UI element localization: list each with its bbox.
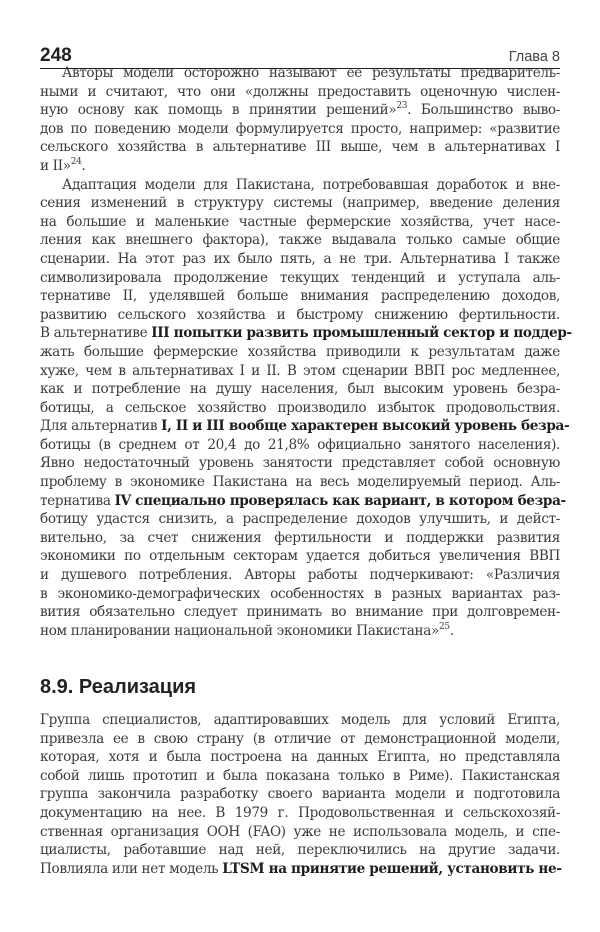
- bold-text: LTSM на принятие решений, установить не-: [222, 860, 562, 877]
- text-line: [40, 454, 560, 473]
- text-line: [40, 269, 560, 288]
- text: хуже, чем в альтернативах I и II. В этом сценарии ВВП рос медленнее,: [40, 362, 560, 379]
- text-line: [40, 176, 560, 195]
- text-line: [40, 748, 560, 767]
- text: привезла ее в свою страну (в отличие от демонстрационной модели,: [40, 730, 560, 747]
- text-line: [40, 841, 560, 860]
- text: дов по поведению модели формулируется просто, например: «развитие: [40, 120, 560, 137]
- text: как и потребление на душу населения, был высоким уровень безра-: [40, 381, 560, 398]
- text: и II»: [40, 157, 71, 174]
- text: ботицы (в среднем от 20,4 до 21,8% официально занятого населения).: [40, 436, 560, 453]
- text: экономики по отдельным секторам удается добиться увеличения ВВП: [40, 548, 560, 565]
- paragraph: [40, 711, 560, 878]
- text-line: [40, 399, 560, 418]
- text: Авторы модели осторожно называют ее результаты предваритель-: [62, 65, 560, 81]
- paragraph: [40, 176, 572, 641]
- text-line: [40, 860, 560, 879]
- text-line: [40, 622, 560, 641]
- text-line: [40, 324, 572, 343]
- text: жать большие фермерские хозяйства приводили к результатам даже: [40, 343, 560, 360]
- text: символизировала продолжение текущих тенденций и уступала аль-: [40, 269, 560, 286]
- text-line: [40, 547, 560, 566]
- text-line: [40, 730, 560, 749]
- bold-text: I, II и III вообще характерен высокий уровень безра-: [161, 418, 570, 435]
- text: ботицы, а сельское хозяйство производило избыток продовольствия.: [40, 399, 560, 416]
- text: проблему в экономике Пакистана на весь моделируемый период. Аль-: [40, 474, 560, 491]
- text-line: [40, 157, 560, 176]
- text: вития обязательно следует принимать во внимание при долговремен-: [40, 604, 560, 621]
- text: ления как внешнего фактора), также выдавала только самые общие: [40, 232, 560, 249]
- text-line: [40, 231, 560, 250]
- body-text-lower: [40, 711, 560, 878]
- text-line: [40, 492, 566, 511]
- text: сения изменений в структуру системы (например, введение деления: [40, 195, 560, 212]
- text: ную основу как помощь в принятии решений»: [40, 102, 397, 119]
- text-line: [40, 287, 560, 306]
- body-text-upper: [40, 64, 572, 640]
- text-line: [40, 138, 560, 157]
- text-line: [40, 510, 560, 529]
- text-line: [40, 767, 560, 786]
- text: ными и считают, что они «должны предоставить оценочную числен-: [40, 83, 560, 100]
- text-line: [40, 101, 560, 120]
- page-number: 248: [40, 45, 72, 66]
- text: ном планировании национальной экономики Пакистана»: [40, 622, 439, 639]
- text-line: [40, 362, 560, 381]
- text-line: [40, 194, 560, 213]
- text-line: [40, 804, 560, 823]
- footnote-ref[interactable]: 25: [438, 621, 450, 632]
- paragraph: [40, 64, 560, 176]
- text-line: [40, 603, 560, 622]
- text-line: [40, 306, 560, 325]
- text-line: [40, 64, 560, 83]
- text-line: [40, 785, 560, 804]
- section-heading: 8.9. Реализация: [40, 676, 197, 698]
- text-line: [40, 250, 560, 269]
- text: в экономико-демографических особенностях в разных вариантах раз-: [40, 585, 560, 602]
- text: Адаптация модели для Пакистана, потребовавшая доработок и вне-: [62, 176, 560, 193]
- text: вительно, за счет снижения фертильности и поддержки развития: [40, 529, 560, 546]
- footnote-ref[interactable]: 23: [396, 101, 408, 112]
- text: группа закончила разработку своего варианта модели и подготовила: [40, 786, 560, 803]
- text: ботицу удастся снизить, а распределение доходов улучшить, и дейст-: [40, 511, 560, 528]
- text: циалисты, работавшие над ней, переключились на другие задачи.: [40, 842, 560, 859]
- bold-text: IV специально проверялась как вариант, в котором безра-: [114, 492, 566, 509]
- text-line: [40, 473, 560, 492]
- text: .: [449, 622, 454, 639]
- text-line: [40, 83, 560, 102]
- text-line: [40, 823, 560, 842]
- text: и душевого потребления. Авторы работы подчеркивают: «Различия: [40, 567, 560, 584]
- bold-text: III попытки развить промышленный сектор и поддер-: [151, 325, 572, 342]
- text-line: [40, 417, 570, 436]
- chapter-label: Глава 8: [508, 49, 560, 65]
- text: сельского хозяйства в альтернативе III выше, чем в альтернативах I: [40, 139, 560, 156]
- text-line: [40, 711, 560, 730]
- text: В альтернативе: [40, 325, 152, 342]
- text: Для альтернатив: [40, 418, 162, 435]
- text: .: [81, 157, 86, 174]
- text: ственная организация ООН (FAO) уже не использовала модель, и спе-: [40, 823, 560, 840]
- text: которая, хотя и была построена на данных Египта, но представляла: [40, 749, 560, 766]
- text-line: [40, 529, 560, 548]
- text: Явно недостаточный уровень занятости представляет собой основную: [40, 455, 560, 472]
- text-line: [40, 213, 560, 232]
- footnote-ref[interactable]: 24: [70, 156, 82, 167]
- text: Группа специалистов, адаптировавших модель для условий Египта,: [40, 712, 560, 728]
- text-line: [40, 436, 560, 455]
- text: документацию на нее. В 1979 г. Продовольственная и сельскохозяй-: [40, 804, 560, 821]
- text: тернатива: [40, 492, 115, 509]
- text: развитию сельского хозяйства и быстрому снижению фертильности.: [40, 306, 560, 323]
- text-line: [40, 566, 560, 585]
- text: тернативе II, уделявшей больше внимания распределению доходов,: [40, 288, 560, 305]
- text: Повлияла или нет модель: [40, 860, 223, 877]
- text: . Большинство выво-: [407, 102, 561, 119]
- text: собой лишь прототип и была показана только в Риме). Пакистанская: [40, 767, 560, 784]
- text-line: [40, 380, 560, 399]
- text: на большие и маленькие частные фермерские хозяйства, учет насе-: [40, 213, 560, 230]
- text-line: [40, 585, 560, 604]
- text-line: [40, 343, 560, 362]
- text: сценарии. На этот раз их было пять, а не три. Альтернатива I также: [40, 250, 560, 267]
- text-line: [40, 120, 560, 139]
